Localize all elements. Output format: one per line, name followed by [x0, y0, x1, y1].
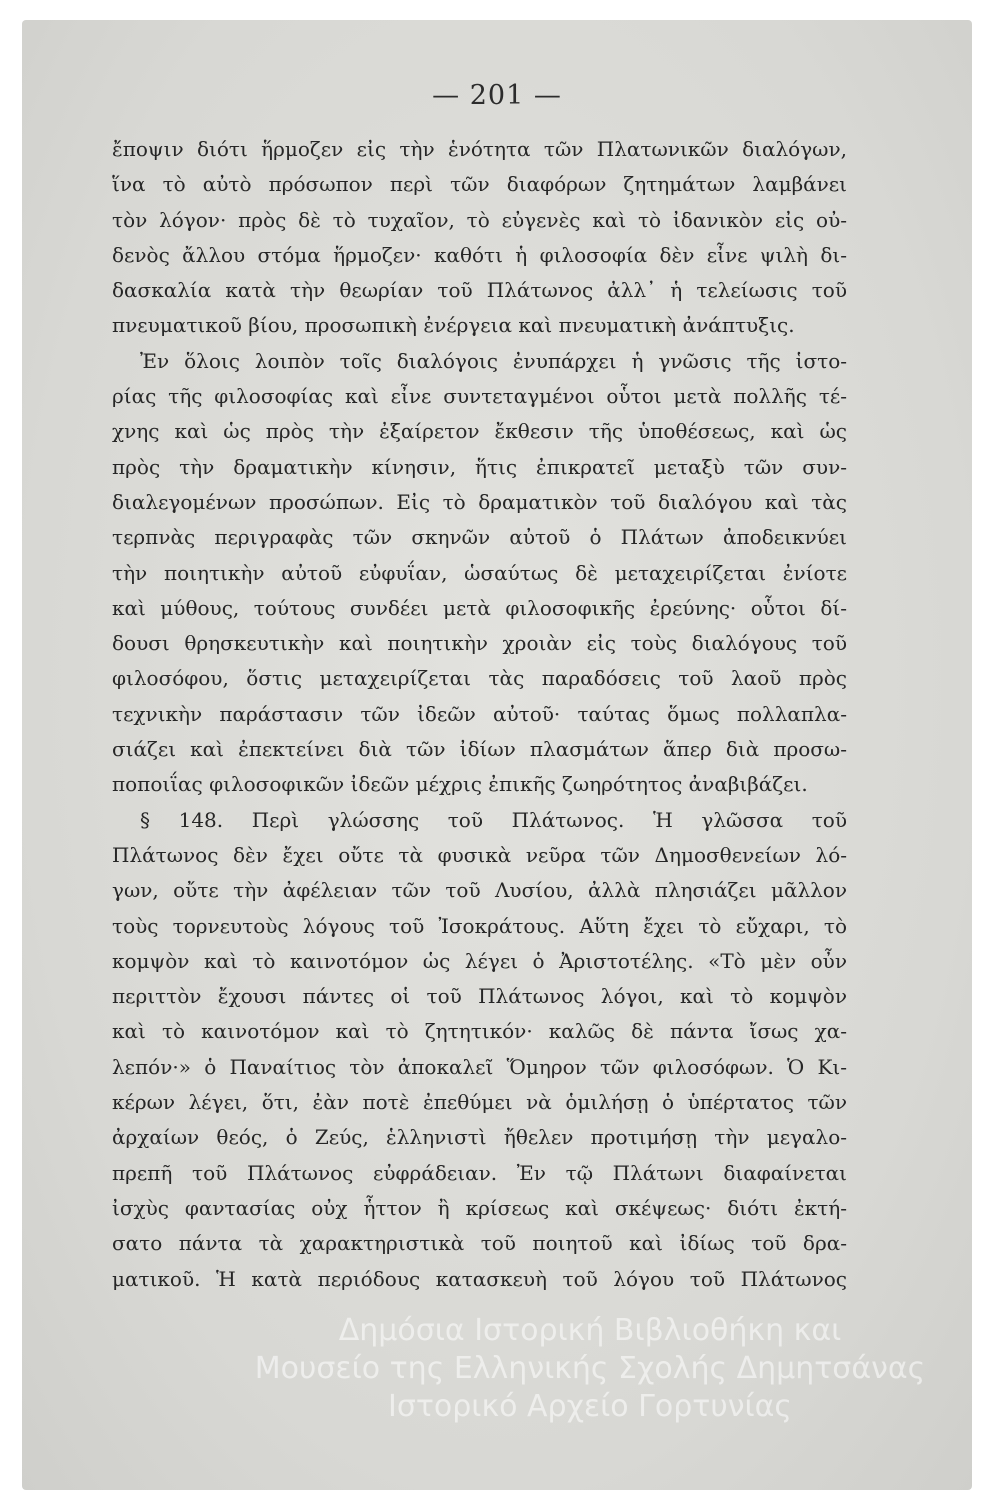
book-page: [22, 20, 972, 1490]
text-line: λεπόν·» ὁ Παναίτιος τὸν ἀποκαλεῖ Ὅμηρον τῶν φιλοσόφων. Ὁ Κι-: [112, 1054, 847, 1079]
text-line: ἔποψιν διότι ἥρμοζεν εἰς τὴν ἑνότητα τῶν Πλατωνικῶν διαλόγων,: [112, 137, 847, 161]
watermark-line: Ιστορικό Αρχείο Γορτυνίας: [387, 1389, 793, 1424]
text-line: δενὸς ἄλλου στόμα ἥρμοζεν· καθότι ἡ φιλοσοφία δὲν εἶνε ψιλὴ δι-: [112, 242, 847, 267]
text-line: πρὸς τὴν δραματικὴν κίνησιν, ἥτις ἐπικρατεῖ μεταξὺ τῶν συν-: [112, 454, 847, 479]
watermark-line: Μουσείο της Ελληνικής Σχολής Δημητσάνας: [254, 1351, 926, 1386]
text-line: πνευματικοῦ βίου, προσωπικὴ ἐνέργεια καὶ πνευματικὴ ἀνάπτυξις.: [112, 313, 795, 338]
text-line: ματικοῦ. Ἡ κατὰ περιόδους κατασκευὴ τοῦ λόγου τοῦ Πλάτωνος: [112, 1266, 847, 1291]
text-line: δασκαλία κατὰ τὴν θεωρίαν τοῦ Πλάτωνος ἀλλ᾽ ἡ τελείωσις τοῦ: [112, 278, 847, 303]
text-line: Ἐν ὅλοις λοιπὸν τοῖς διαλόγοις ἐνυπάρχει ἡ γνῶσις τῆς ἱστο-: [140, 348, 847, 373]
text-line: φιλοσόφου, ὅστις μεταχειρίζεται τὰς παραδόσεις τοῦ λαοῦ πρὸς: [112, 666, 847, 691]
body-text: [112, 132, 847, 1297]
text-line: κομψὸν καὶ τὸ καινοτόμον ὡς λέγει ὁ Ἀριστοτέλης. «Τὸ μὲν οὖν: [112, 948, 847, 973]
text-line: καὶ τὸ καινοτόμον καὶ τὸ ζητητικόν· καλῶς δὲ πάντα ἴσως χα-: [112, 1019, 847, 1044]
text-line: τὸν λόγον· πρὸς δὲ τὸ τυχαῖον, τὸ εὐγενὲς καὶ τὸ ἰδανικὸν εἰς οὐ-: [112, 207, 847, 232]
text-line: καὶ μύθους, τούτους συνδέει μετὰ φιλοσοφικῆς ἐρεύνης· οὗτοι δί-: [112, 595, 847, 620]
text-line: πρεπῆ τοῦ Πλάτωνος εὐφράδειαν. Ἐν τῷ Πλάτωνι διαφαίνεται: [112, 1160, 847, 1185]
text-line: ἵνα τὸ αὐτὸ πρόσωπον περὶ τῶν διαφόρων ζητημάτων λαμβάνει: [112, 172, 847, 197]
page-number: — 201 —: [432, 80, 562, 111]
text-line: ρίας τῆς φιλοσοφίας καὶ εἶνε συντεταγμένοι οὗτοι μετὰ πολλῆς τέ-: [112, 384, 847, 409]
text-line: διαλεγομένων προσώπων. Εἰς τὸ δραματικὸν τοῦ διαλόγου καὶ τὰς: [112, 489, 847, 514]
text-line: Πλάτωνος δὲν ἔχει οὔτε τὰ φυσικὰ νεῦρα τῶν Δημοσθενείων λό-: [112, 842, 847, 867]
text-line: γων, οὔτε τὴν ἀφέλειαν τῶν τοῦ Λυσίου, ἀλλὰ πλησιάζει μᾶλλον: [112, 878, 847, 903]
text-line: τοὺς τορνευτοὺς λόγους τοῦ Ἰσοκράτους. Αὕτη ἔχει τὸ εὔχαρι, τὸ: [112, 913, 847, 938]
text-line: ποποιΐας φιλοσοφικῶν ἰδεῶν μέχρις ἐπικῆς ζωηρότητος ἀναβιβάζει.: [112, 772, 808, 797]
text-line: τεχνικὴν παράστασιν τῶν ἰδεῶν αὐτοῦ· ταύτας ὅμως πολλαπλα-: [112, 701, 847, 726]
text-line: περιττὸν ἔχουσι πάντες οἱ τοῦ Πλάτωνος λόγοι, καὶ τὸ κομψὸν: [112, 984, 847, 1009]
text-line: σιάζει καὶ ἐπεκτείνει διὰ τῶν ἰδίων πλασμάτων ἅπερ διὰ προσω-: [112, 737, 847, 762]
text-line: ἰσχὺς φαντασίας οὐχ ἧττον ἢ κρίσεως καὶ σκέψεως· διότι ἐκτή-: [112, 1195, 847, 1220]
text-line: χνης καὶ ὡς πρὸς τὴν ἐξαίρετον ἔκθεσιν τῆς ὑποθέσεως, καὶ ὡς: [112, 419, 847, 444]
text-line: τὴν ποιητικὴν αὐτοῦ εὐφυΐαν, ὡσαύτως δὲ μεταχειρίζεται ἐνίοτε: [112, 560, 847, 585]
watermark-line: Δημόσια Ιστορική Βιβλιοθήκη και: [338, 1313, 842, 1348]
text-line: κέρων λέγει, ὅτι, ἐὰν ποτὲ ἐπεθύμει νὰ ὁμιλήσῃ ὁ ὑπέρτατος τῶν: [112, 1090, 847, 1115]
text-line: δουσι θρησκευτικὴν καὶ ποιητικὴν χροιὰν εἰς τοὺς διαλόγους τοῦ: [112, 631, 847, 656]
text-line: σατο πάντα τὰ χαρακτηριστικὰ τοῦ ποιητοῦ καὶ ἰδίως τοῦ δρα-: [112, 1231, 847, 1256]
text-line: ἀρχαίων θεός, ὁ Ζεύς, ἑλληνιστὶ ἤθελεν προτιμήσῃ τὴν μεγαλο-: [112, 1125, 847, 1150]
section-heading-line: § 148. Περὶ γλώσσης τοῦ Πλάτωνος. Ἡ γλῶσσα τοῦ: [140, 807, 847, 832]
text-line: τερπνὰς περιγραφὰς τῶν σκηνῶν αὐτοῦ ὁ Πλάτων ἀποδεικνύει: [112, 525, 847, 550]
